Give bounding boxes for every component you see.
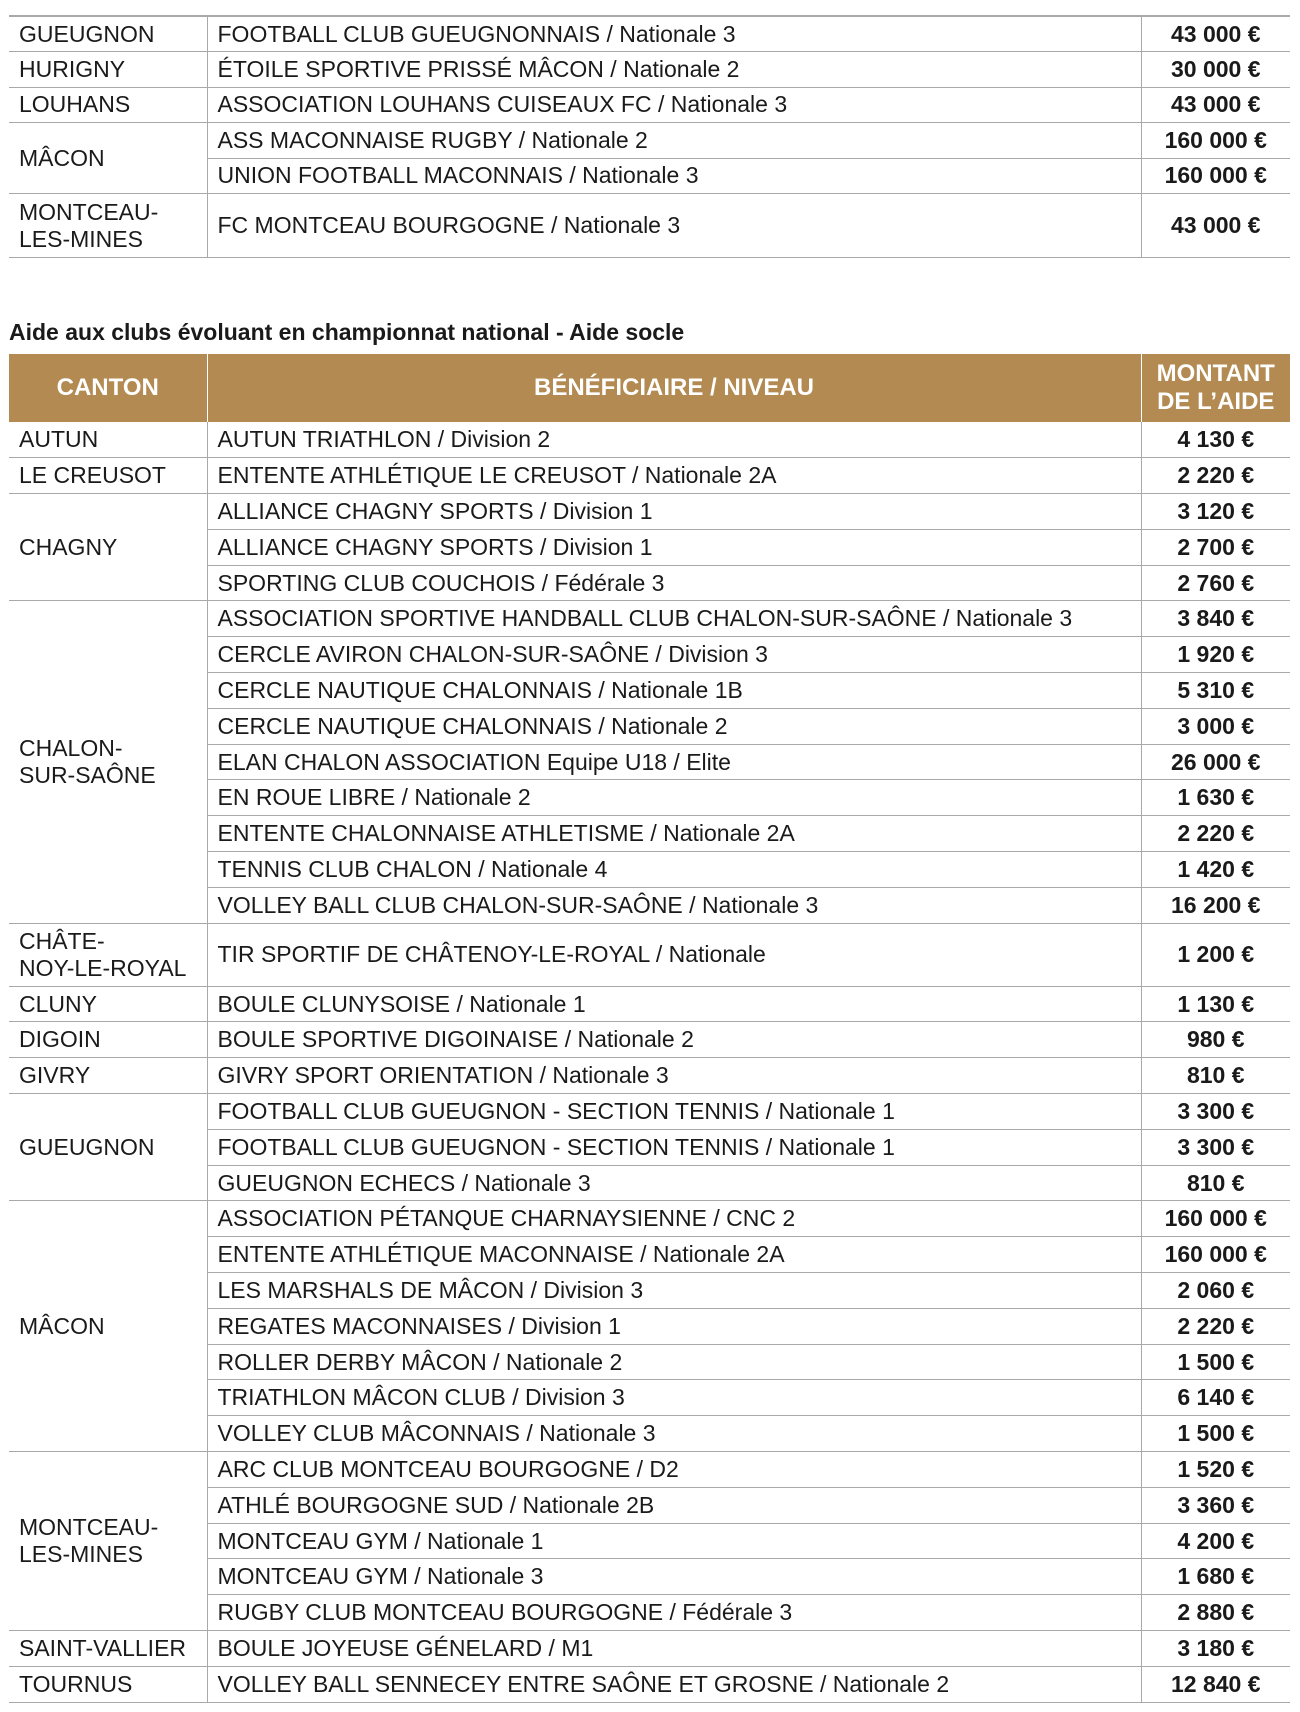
- amount-cell: 1 200 €: [1141, 923, 1290, 986]
- amount-cell: 1 920 €: [1141, 637, 1290, 673]
- beneficiary-cell: ELAN CHALON ASSOCIATION Equipe U18 / Elite: [207, 744, 1141, 780]
- beneficiary-cell: UNION FOOTBALL MACONNAIS / Nationale 3: [207, 158, 1141, 194]
- canton-cell: AUTUN: [9, 422, 207, 458]
- beneficiary-cell: ASSOCIATION LOUHANS CUISEAUX FC / Nationale 3: [207, 87, 1141, 123]
- beneficiary-cell: EN ROUE LIBRE / Nationale 2: [207, 780, 1141, 816]
- canton-cell: CHAGNY: [9, 494, 207, 601]
- canton-cell: LOUHANS: [9, 87, 207, 123]
- canton-cell: MÂCON: [9, 1201, 207, 1452]
- beneficiary-cell: BOULE SPORTIVE DIGOINAISE / Nationale 2: [207, 1022, 1141, 1058]
- header-beneficiary: BÉNÉFICIAIRE / NIVEAU: [207, 354, 1141, 422]
- top-allocation-table: [9, 15, 1290, 258]
- amount-cell: 3 840 €: [1141, 601, 1290, 637]
- canton-cell: CLUNY: [9, 986, 207, 1022]
- amount-cell: 43 000 €: [1141, 16, 1290, 52]
- beneficiary-cell: FOOTBALL CLUB GUEUGNONNAIS / Nationale 3: [207, 16, 1141, 52]
- beneficiary-cell: ASSOCIATION SPORTIVE HANDBALL CLUB CHALON-SUR-SAÔNE / Nationale 3: [207, 601, 1141, 637]
- beneficiary-cell: ÉTOILE SPORTIVE PRISSÉ MÂCON / Nationale 2: [207, 52, 1141, 88]
- beneficiary-cell: ALLIANCE CHAGNY SPORTS / Division 1: [207, 494, 1141, 530]
- canton-cell: GUEUGNON: [9, 1094, 207, 1201]
- beneficiary-cell: CERCLE AVIRON CHALON-SUR-SAÔNE / Division 3: [207, 637, 1141, 673]
- beneficiary-cell: ENTENTE CHALONNAISE ATHLETISME / Nationale 2A: [207, 816, 1141, 852]
- amount-cell: 2 760 €: [1141, 565, 1290, 601]
- beneficiary-cell: ASSOCIATION PÉTANQUE CHARNAYSIENNE / CNC 2: [207, 1201, 1141, 1237]
- canton-cell: CHALON- SUR-SAÔNE: [9, 601, 207, 923]
- beneficiary-cell: CERCLE NAUTIQUE CHALONNAIS / Nationale 1B: [207, 673, 1141, 709]
- beneficiary-cell: FOOTBALL CLUB GUEUGNON - SECTION TENNIS / Nationale 1: [207, 1094, 1141, 1130]
- beneficiary-cell: VOLLEY CLUB MÂCONNAIS / Nationale 3: [207, 1416, 1141, 1452]
- table-row: [9, 601, 1290, 637]
- table-row: [9, 458, 1290, 494]
- canton-cell: MONTCEAU- LES-MINES: [9, 194, 207, 258]
- amount-cell: 2 220 €: [1141, 816, 1290, 852]
- section-title: Aide aux clubs évoluant en championnat national - Aide socle: [9, 319, 685, 345]
- table-row: [9, 422, 1290, 458]
- beneficiary-cell: AUTUN TRIATHLON / Division 2: [207, 422, 1141, 458]
- canton-cell: LE CREUSOT: [9, 458, 207, 494]
- beneficiary-cell: FC MONTCEAU BOURGOGNE / Nationale 3: [207, 194, 1141, 258]
- beneficiary-cell: SPORTING CLUB COUCHOIS / Fédérale 3: [207, 565, 1141, 601]
- amount-cell: 1 500 €: [1141, 1344, 1290, 1380]
- table-row: [9, 1631, 1290, 1667]
- header-amount-line2: DE L’AIDE: [1157, 388, 1275, 415]
- amount-cell: 3 300 €: [1141, 1129, 1290, 1165]
- amount-cell: 26 000 €: [1141, 744, 1290, 780]
- amount-cell: 5 310 €: [1141, 673, 1290, 709]
- beneficiary-cell: ALLIANCE CHAGNY SPORTS / Division 1: [207, 529, 1141, 565]
- table-row: [9, 986, 1290, 1022]
- amount-cell: 4 130 €: [1141, 422, 1290, 458]
- amount-cell: 2 700 €: [1141, 529, 1290, 565]
- amount-cell: 3 300 €: [1141, 1094, 1290, 1130]
- beneficiary-cell: LES MARSHALS DE MÂCON / Division 3: [207, 1273, 1141, 1309]
- amount-cell: 43 000 €: [1141, 194, 1290, 258]
- table-row: [9, 494, 1290, 530]
- table-row: [9, 1058, 1290, 1094]
- main-table-body: [9, 422, 1290, 1702]
- amount-cell: 1 680 €: [1141, 1559, 1290, 1595]
- amount-cell: 1 130 €: [1141, 986, 1290, 1022]
- beneficiary-cell: TENNIS CLUB CHALON / Nationale 4: [207, 852, 1141, 888]
- amount-cell: 2 880 €: [1141, 1595, 1290, 1631]
- beneficiary-cell: ENTENTE ATHLÉTIQUE MACONNAISE / Nationale 2A: [207, 1237, 1141, 1273]
- amount-cell: 160 000 €: [1141, 1201, 1290, 1237]
- amount-cell: 160 000 €: [1141, 158, 1290, 194]
- amount-cell: 3 120 €: [1141, 494, 1290, 530]
- table-row: [9, 1452, 1290, 1488]
- beneficiary-cell: RUGBY CLUB MONTCEAU BOURGOGNE / Fédérale 3: [207, 1595, 1141, 1631]
- amount-cell: 6 140 €: [1141, 1380, 1290, 1416]
- canton-cell: SAINT-VALLIER: [9, 1631, 207, 1667]
- amount-cell: 2 060 €: [1141, 1273, 1290, 1309]
- canton-cell: HURIGNY: [9, 52, 207, 88]
- amount-cell: 2 220 €: [1141, 1308, 1290, 1344]
- beneficiary-cell: GIVRY SPORT ORIENTATION / Nationale 3: [207, 1058, 1141, 1094]
- table-row: [9, 16, 1290, 52]
- beneficiary-cell: BOULE CLUNYSOISE / Nationale 1: [207, 986, 1141, 1022]
- table-row: [9, 194, 1290, 258]
- header-amount-line1: MONTANT: [1156, 360, 1275, 387]
- amount-cell: 160 000 €: [1141, 1237, 1290, 1273]
- beneficiary-cell: TRIATHLON MÂCON CLUB / Division 3: [207, 1380, 1141, 1416]
- beneficiary-cell: GUEUGNON ECHECS / Nationale 3: [207, 1165, 1141, 1201]
- beneficiary-cell: BOULE JOYEUSE GÉNELARD / M1: [207, 1631, 1141, 1667]
- amount-cell: 810 €: [1141, 1058, 1290, 1094]
- table-header: [9, 354, 1290, 422]
- table-row: [9, 1094, 1290, 1130]
- amount-cell: 3 360 €: [1141, 1487, 1290, 1523]
- table-row: [9, 1201, 1290, 1237]
- amount-cell: 1 420 €: [1141, 852, 1290, 888]
- amount-cell: 980 €: [1141, 1022, 1290, 1058]
- canton-cell: MONTCEAU- LES-MINES: [9, 1452, 207, 1631]
- aide-socle-table: [9, 354, 1290, 1703]
- canton-cell: GIVRY: [9, 1058, 207, 1094]
- table-row: [9, 52, 1290, 88]
- canton-cell: CHÂTE- NOY-LE-ROYAL: [9, 923, 207, 986]
- amount-cell: 160 000 €: [1141, 123, 1290, 159]
- table-row: [9, 87, 1290, 123]
- amount-cell: 1 630 €: [1141, 780, 1290, 816]
- table-row: [9, 923, 1290, 986]
- beneficiary-cell: ARC CLUB MONTCEAU BOURGOGNE / D2: [207, 1452, 1141, 1488]
- beneficiary-cell: VOLLEY BALL SENNECEY ENTRE SAÔNE ET GROSNE / Nationale 2: [207, 1666, 1141, 1702]
- amount-cell: 16 200 €: [1141, 887, 1290, 923]
- beneficiary-cell: ROLLER DERBY MÂCON / Nationale 2: [207, 1344, 1141, 1380]
- amount-cell: 12 840 €: [1141, 1666, 1290, 1702]
- beneficiary-cell: TIR SPORTIF DE CHÂTENOY-LE-ROYAL / Nationale: [207, 923, 1141, 986]
- amount-cell: 810 €: [1141, 1165, 1290, 1201]
- amount-cell: 1 500 €: [1141, 1416, 1290, 1452]
- amount-cell: 3 180 €: [1141, 1631, 1290, 1667]
- table-row: [9, 1022, 1290, 1058]
- table-row: [9, 1666, 1290, 1702]
- table-row: [9, 123, 1290, 159]
- canton-cell: TOURNUS: [9, 1666, 207, 1702]
- header-amount: [1141, 354, 1290, 422]
- amount-cell: 43 000 €: [1141, 87, 1290, 123]
- beneficiary-cell: ATHLÉ BOURGOGNE SUD / Nationale 2B: [207, 1487, 1141, 1523]
- amount-cell: 30 000 €: [1141, 52, 1290, 88]
- top-table-body: [9, 16, 1290, 258]
- canton-cell: GUEUGNON: [9, 16, 207, 52]
- beneficiary-cell: FOOTBALL CLUB GUEUGNON - SECTION TENNIS / Nationale 1: [207, 1129, 1141, 1165]
- beneficiary-cell: ENTENTE ATHLÉTIQUE LE CREUSOT / Nationale 2A: [207, 458, 1141, 494]
- beneficiary-cell: MONTCEAU GYM / Nationale 1: [207, 1523, 1141, 1559]
- canton-cell: MÂCON: [9, 123, 207, 194]
- beneficiary-cell: MONTCEAU GYM / Nationale 3: [207, 1559, 1141, 1595]
- amount-cell: 1 520 €: [1141, 1452, 1290, 1488]
- header-canton: CANTON: [9, 354, 207, 422]
- amount-cell: 3 000 €: [1141, 708, 1290, 744]
- beneficiary-cell: CERCLE NAUTIQUE CHALONNAIS / Nationale 2: [207, 708, 1141, 744]
- amount-cell: 2 220 €: [1141, 458, 1290, 494]
- canton-cell: DIGOIN: [9, 1022, 207, 1058]
- beneficiary-cell: VOLLEY BALL CLUB CHALON-SUR-SAÔNE / Nationale 3: [207, 887, 1141, 923]
- amount-cell: 4 200 €: [1141, 1523, 1290, 1559]
- beneficiary-cell: ASS MACONNAISE RUGBY / Nationale 2: [207, 123, 1141, 159]
- beneficiary-cell: REGATES MACONNAISES / Division 1: [207, 1308, 1141, 1344]
